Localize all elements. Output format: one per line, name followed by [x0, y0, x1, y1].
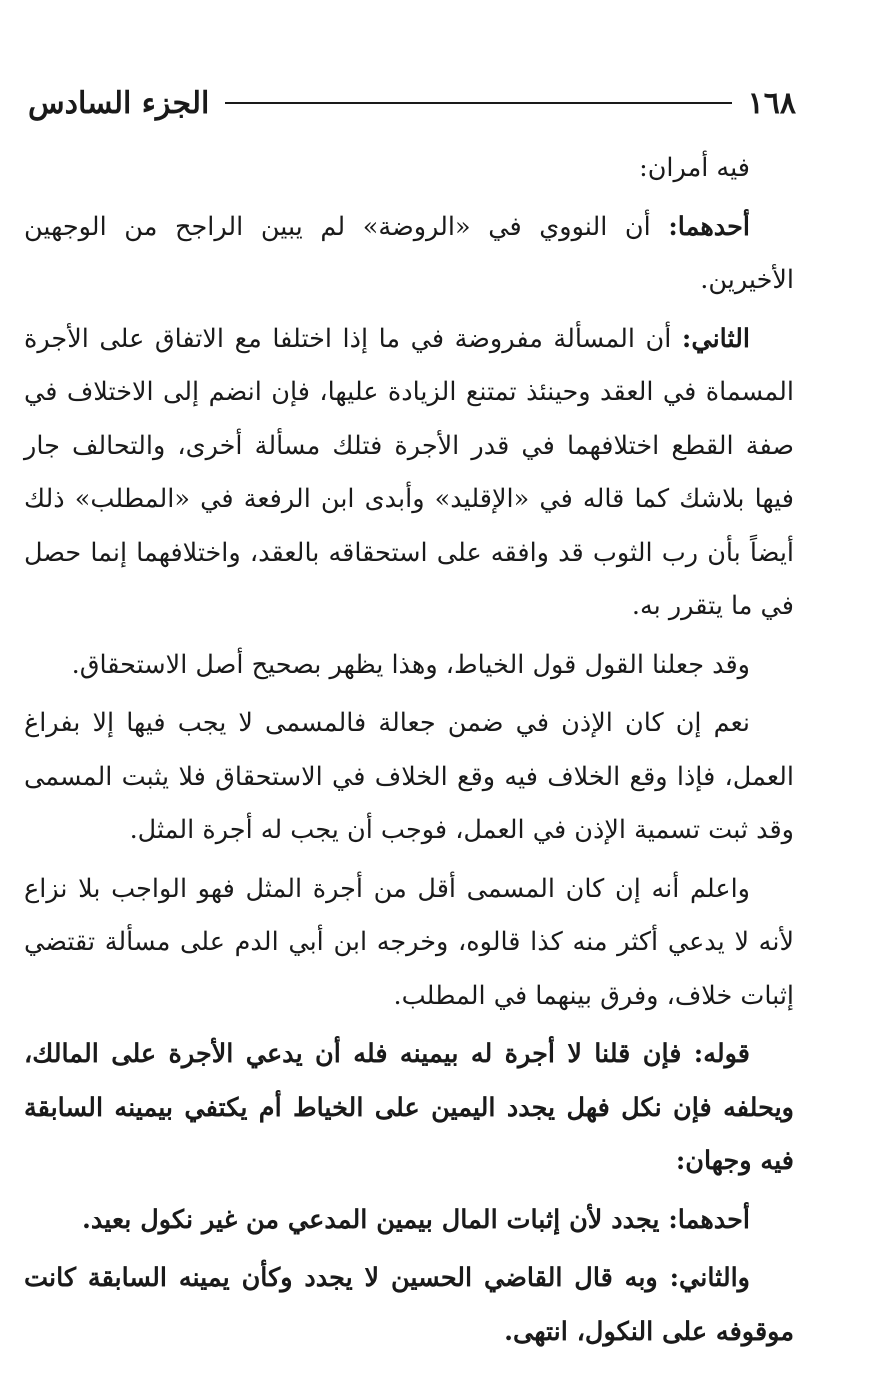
paragraph-quote-first: [24, 1194, 794, 1248]
paragraph-text: فيه أمران:: [639, 153, 750, 183]
paragraph-quote: [24, 1028, 794, 1189]
page-number: ١٦٨: [747, 85, 796, 121]
paragraph-first-point: [24, 201, 794, 308]
paragraph-note: [24, 863, 794, 1024]
paragraph-text: واعلم أنه إن كان المسمى أقل من أجرة المثل فهو الواجب بلا نزاع لأنه لا يدعي أكثر منه كذا قالوه، وخرجه ابن أبي الدم على مسألة تقتضي إثبات خلاف، وفرق بينهما في المطلب.: [24, 873, 794, 1011]
paragraph-lead: الثاني:: [681, 323, 750, 354]
paragraph-intro: [24, 142, 794, 196]
paragraph-tailor: [24, 639, 794, 693]
volume-title: الجزء السادس: [28, 85, 210, 121]
paragraph-quote-second: [24, 1252, 794, 1359]
paragraph-text: وقد جعلنا القول قول الخياط، وهذا يظهر بصحيح أصل الاستحقاق.: [71, 649, 750, 680]
paragraph-text: أن المسألة مفروضة في ما إذا اختلفا مع الاتفاق على الأجرة المسماة في العقد وحينئذ تمتنع الزيادة عليها، فإن انضم إلى الاختلاف في صفة القطع اختلافهما في قدر الأجرة فتلك مسألة أخرى، والتحالف جار فيها بلاشك كما قاله في «الإقليد» وأبدى ابن الرفعة في «المطلب» ذلك أيضاً بأن رب الثوب قد وافقه على استحقاقه بالعقد، واختلافهما إنما حصل في ما يتقرر به.: [24, 323, 794, 621]
paragraph-text: نعم إن كان الإذن في ضمن جعالة فالمسمى لا يجب فيها إلا بفراغ العمل، فإذا وقع الخلاف فيه وقع الخلاف في الاستحقاق فلا يثبت المسمى وقد ثبت تسمية الإذن في العمل، فوجب أن يجب له أجرة المثل.: [24, 708, 794, 845]
paragraph-text: قوله: فإن قلنا لا أجرة له بيمينه فله أن يدعي الأجرة على المالك، ويحلفه فإن نكل فهل يجدد اليمين على الخياط أم يكتفي بيمينه السابقة فيه وجهان:: [24, 1039, 794, 1176]
paragraph-text: أحدهما: يجدد لأن إثبات المال بيمين المدعي من غير نكول بعيد.: [82, 1204, 750, 1235]
paragraph-second-point: [24, 313, 794, 634]
paragraph-text: والثاني: وبه قال القاضي الحسين لا يجدد وكأن يمينه السابقة كانت موقوفه على النكول، انتهى.: [24, 1263, 794, 1347]
header-rule: [225, 102, 731, 104]
page-body: [24, 142, 794, 1359]
paragraph-lead: أحدهما:: [668, 211, 750, 242]
paragraph-text: أن النووي في «الروضة» لم يبين الراجح من الوجهين الأخيرين.: [24, 211, 794, 295]
running-header: [28, 78, 796, 128]
paragraph-jualah: [24, 697, 794, 858]
